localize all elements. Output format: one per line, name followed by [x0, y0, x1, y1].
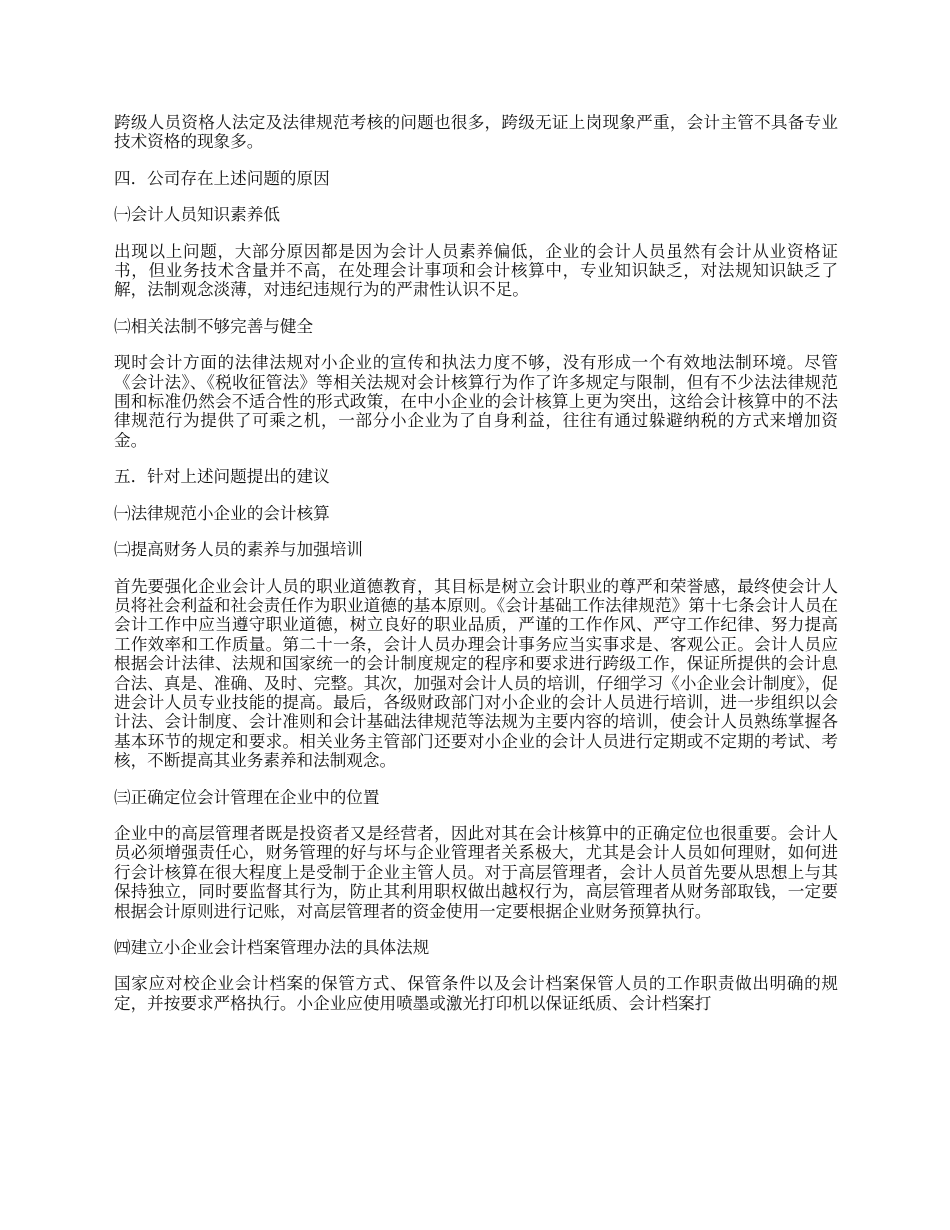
document-page [114, 113, 838, 1030]
paragraph-4-2: 现时会计方面的法律法规对小企业的宣传和执法力度不够，没有形成一个有效地法制环境。尽管《会计法》、《税收征管法》等相关法规对会计核算行为作了许多规定与限制，但有不少法法律规范围和标准仍然会不适合性的形式政策，在中小企业的会计核算上更为突出，这给会计核算中的不法律规范行为提供了可乘之机，一部分小企业为了自身利益，往往有通过躲避纳税的方式来增加资金。 [114, 353, 838, 450]
subheading-5-1: ㈠法律规范小企业的会计核算 [114, 503, 330, 523]
section-heading-5: 五．针对上述问题提出的建议 [114, 467, 330, 487]
subheading-5-4: ㈣建立小企业会计档案管理办法的具体法规 [114, 938, 430, 957]
subheading-5-3: ㈢正确定位会计管理在企业中的位置 [114, 787, 380, 807]
paragraph-5-3: 企业中的高层管理者既是投资者又是经营者，因此对其在会计核算中的正确定位也很重要。会计人员必须增强责任心，财务管理的好与坏与企业管理者关系极大，尤其是会计人员如何理财，如何进行会计核算在很大程度上是受制于企业主管人员。对于高层管理者，会计人员首先要从思想上与其保持独立，同时要监督其行为，防止其利用职权做出越权行为，高层管理者从财务部取钱，一定要根据会计原则进行记账，对高层管理者的资金使用一定要根据企业财务预算执行。 [114, 823, 838, 921]
subheading-4-2: ㈡相关法制不够完善与健全 [114, 316, 314, 336]
paragraph-5-2: 首先要强化企业会计人员的职业道德教育，其目标是树立会计职业的尊严和荣誉感，最终使会计人员将社会利益和社会责任作为职业道德的基本原则。《会计基础工作法律规范》第十七条会计人员在会计工作中应当遵守职业道德，树立良好的职业品质，严谨的工作作风、严守工作纪律、努力提高工作效率和工作质量。第二十一条，会计人员办理会计事务应当实事求是、客观公正。会计人员应根据会计法律、法规和国家统一的会计制度规定的程序和要求进行跨级工作，保证所提供的会计息合法、真是、准确、及时、完整。其次，加强对会计人员的培训，仔细学习《小企业会计制度》，促进会计人员专业技能的提高。最后，各级财政部门对小企业的会计人员进行培训，进一步组织以会计法、会计制度、会计准则和会计基础法律规范等法规为主要内容的培训，使会计人员熟练掌握各基本环节的规定和要求。相关业务主管部门还要对小企业的会计人员进行定期或不定期的考试、考核，不断提高其业务素养和法制观念。 [114, 576, 838, 771]
section-heading-4: 四．公司存在上述问题的原因 [114, 168, 330, 188]
paragraph-cross-level-staff: 跨级人员资格人法定及法律规范考核的问题也很多，跨级无证上岗现象严重，会计主管不具备专业技术资格的现象多。 [114, 113, 838, 152]
paragraph-5-4: 国家应对校企业会计档案的保管方式、保管条件以及会计档案保管人员的工作职责做出明确的规定，并按要求严格执行。小企业应使用喷墨或激光打印机以保证纸质、会计档案打 [114, 974, 838, 1013]
paragraph-4-1: 出现以上问题，大部分原因都是因为会计人员素养偏低，企业的会计人员虽然有会计从业资格证书，但业务技术含量并不高，在处理会计事项和会计核算中，专业知识缺乏，对法规知识缺乏了解，法制观念淡薄，对违纪违规行为的严肃性认识不足。 [114, 241, 838, 300]
subheading-5-2: ㈡提高财务人员的素养与加强培训 [114, 540, 363, 560]
subheading-4-1: ㈠会计人员知识素养低 [114, 205, 280, 225]
